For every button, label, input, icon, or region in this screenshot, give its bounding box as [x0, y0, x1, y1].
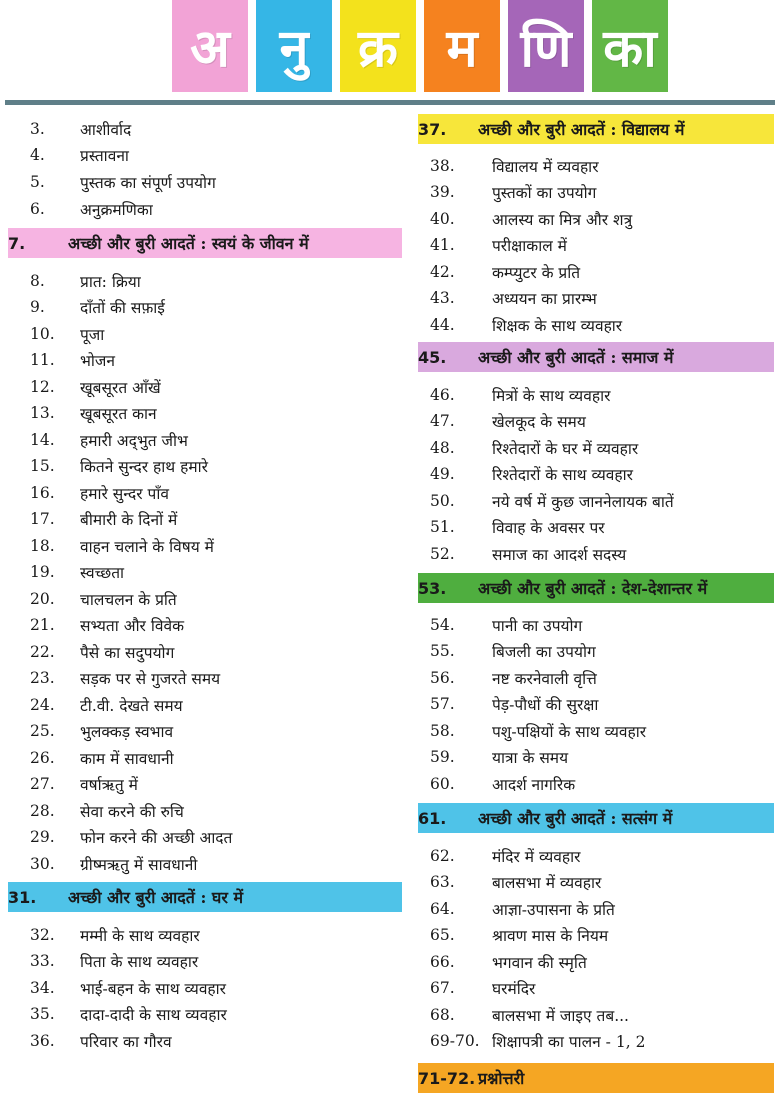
entry-number: 14.: [30, 431, 55, 449]
section-heading: [418, 573, 774, 603]
entry-title: कितने सुन्दर हाथ हमारे: [80, 458, 208, 476]
toc-entry: [8, 321, 104, 347]
entry-title: चालचलन के प्रति: [80, 591, 177, 609]
entry-title: पशु-पक्षियों के साथ व्यवहार: [492, 723, 647, 741]
entry-number: 18.: [30, 537, 55, 555]
toc-entry: [8, 506, 177, 532]
toc-entry: [8, 665, 220, 691]
toc-entry: [8, 480, 169, 506]
toc-entry: [8, 169, 216, 195]
entry-title: अच्छी और बुरी आदतें : देश-देशान्तर में: [478, 579, 708, 598]
entry-title: सेवा करने की रुचि: [80, 803, 184, 821]
toc-entry: [418, 408, 586, 434]
entry-title: अनुक्रमणिका: [80, 201, 153, 219]
toc-entry: [418, 488, 674, 514]
toc-entry: [418, 771, 575, 797]
entry-title: मित्रों के साथ व्यवहार: [492, 387, 611, 405]
toc-entry: [418, 896, 615, 922]
entry-number: 47.: [430, 412, 455, 430]
entry-number: 38.: [430, 157, 455, 175]
entry-title: पेड़-पौधों की सुरक्षा: [492, 696, 599, 714]
entry-number: 48.: [430, 439, 455, 457]
toc-entry: [418, 285, 597, 311]
toc-entry: [418, 232, 567, 258]
entry-title: हमारी अद्‍भुत जीभ: [80, 432, 188, 450]
toc-entry: [418, 461, 633, 487]
entry-title: परिवार का गौरव: [80, 1033, 172, 1051]
entry-number: 59.: [430, 748, 455, 766]
toc-entry: [8, 692, 183, 718]
entry-title: भगवान की स्मृति: [492, 954, 587, 972]
entry-title: रिश्तेदारों के साथ व्यवहार: [492, 466, 633, 484]
entry-number: 66.: [430, 953, 455, 971]
entry-title: घरमंदिर: [492, 980, 536, 998]
entry-title: भाई-बहन के साथ व्यवहार: [80, 980, 227, 998]
toc-entry: [8, 851, 197, 877]
entry-number: 34.: [30, 979, 55, 997]
entry-number: 68.: [430, 1006, 455, 1024]
entry-title: दादा-दादी के साथ व्यवहार: [80, 1006, 227, 1024]
entry-title: दाँतों की सफ़ाई: [80, 299, 165, 317]
entry-title: ग्रीष्मऋतु में सावधानी: [80, 856, 198, 874]
section-heading: [418, 1063, 774, 1093]
entry-number: 40.: [430, 210, 455, 228]
entry-number: 63.: [430, 873, 455, 891]
toc-entry: [418, 153, 599, 179]
toc-entry: [8, 718, 173, 744]
entry-number: 22.: [30, 643, 55, 661]
entry-number: 23.: [30, 669, 55, 687]
entry-title: भुलक्कड़ स्वभाव: [80, 723, 174, 741]
entry-number: 46.: [430, 386, 455, 404]
entry-title: आलस्य का मित्र और शत्रु: [492, 211, 633, 229]
entry-title: बालसभा में व्यवहार: [492, 874, 602, 892]
entry-title: खेलकूद के समय: [492, 413, 586, 431]
entry-title: बालसभा में जाइए तब...: [492, 1007, 629, 1025]
entry-number: 16.: [30, 484, 55, 502]
entry-title: शिक्षक के साथ व्यवहार: [492, 317, 623, 335]
section-heading: [418, 342, 774, 372]
entry-number: 43.: [430, 289, 455, 307]
toc-entry: [418, 382, 610, 408]
entry-title: विद्यालय में व्यवहार: [492, 158, 599, 176]
entry-title: बीमारी के दिनों में: [80, 511, 178, 529]
toc-entry: [8, 612, 184, 638]
entry-number: 21.: [30, 616, 55, 634]
toc-entry: [418, 435, 638, 461]
entry-number: 11.: [30, 351, 55, 369]
entry-number: 54.: [430, 616, 455, 634]
entry-number: 5.: [30, 173, 45, 191]
entry-title: आज्ञा-उपासना के प्रति: [492, 901, 615, 919]
toc-entry: [8, 586, 177, 612]
title-letter: क्र: [340, 0, 416, 92]
entry-title: प्रस्तावना: [80, 147, 129, 165]
toc-entry: [418, 179, 596, 205]
entry-number: 12.: [30, 378, 55, 396]
toc-entry: [8, 196, 153, 222]
toc-entry: [8, 771, 138, 797]
entry-title: परीक्षाकाल में: [492, 237, 567, 255]
entry-title: मम्मी के साथ व्यवहार: [80, 927, 200, 945]
entry-title: वाहन चलाने के विषय में: [80, 538, 214, 556]
entry-title: फोन करने की अच्छी आदत: [80, 829, 233, 847]
entry-number: 27.: [30, 775, 55, 793]
toc-entry: [8, 559, 124, 585]
entry-number: 24.: [30, 696, 55, 714]
entry-title: पानी का उपयोग: [492, 617, 583, 635]
section-heading: [418, 114, 774, 144]
toc-entry: [8, 922, 200, 948]
toc-entry: [8, 427, 188, 453]
entry-number: 64.: [430, 900, 455, 918]
entry-number: 26.: [30, 749, 55, 767]
entry-number: 42.: [430, 263, 455, 281]
entry-number: 15.: [30, 457, 55, 475]
entry-number: 57.: [430, 695, 455, 713]
entry-number: 52.: [430, 545, 455, 563]
entry-title: पैसे का सदुपयोग: [80, 644, 175, 662]
entry-title: अच्छी और बुरी आदतें : विद्यालय में: [478, 120, 685, 139]
entry-title: खूबसूरत कान: [80, 405, 157, 423]
entry-number: 6.: [30, 200, 45, 218]
entry-number: 17.: [30, 510, 55, 528]
toc-entry: [418, 312, 622, 338]
entry-title: मंदिर में व्यवहार: [492, 848, 581, 866]
entry-title: शिक्षापत्री का पालन - 1, 2: [492, 1033, 646, 1051]
section-heading: [418, 803, 774, 833]
entry-title: श्रावण मास के नियम: [492, 927, 609, 945]
toc-entry: [418, 638, 596, 664]
toc-entry: [418, 259, 580, 285]
entry-number: 71-72.: [418, 1068, 476, 1088]
toc-entry: [8, 975, 226, 1001]
toc-entry: [8, 453, 208, 479]
toc-entry: [8, 745, 174, 771]
section-heading: [8, 228, 402, 258]
toc-entry: [8, 400, 157, 426]
entry-number: 50.: [430, 492, 455, 510]
entry-number: 45.: [418, 347, 447, 367]
toc-entry: [8, 294, 165, 320]
entry-title: काम में सावधानी: [80, 750, 174, 768]
header-divider: [5, 100, 775, 105]
entry-title: प्रश्नोत्तरी: [478, 1069, 525, 1088]
entry-title: पुस्तकों का उपयोग: [492, 184, 597, 202]
section-heading: [8, 882, 402, 912]
entry-number: 61.: [418, 808, 447, 828]
entry-number: 69-70.: [430, 1032, 480, 1050]
toc-entry: [8, 1001, 227, 1027]
entry-number: 32.: [30, 926, 55, 944]
entry-number: 19.: [30, 563, 55, 581]
toc-entry: [8, 142, 129, 168]
title-tiles: [172, 0, 668, 92]
title-letter: णि: [508, 0, 584, 92]
toc-entry: [418, 1002, 629, 1028]
entry-title: वर्षाऋतु में: [80, 776, 138, 794]
toc-entry: [8, 268, 141, 294]
toc-entry: [418, 744, 568, 770]
entry-number: 20.: [30, 590, 55, 608]
entry-number: 62.: [430, 847, 455, 865]
entry-number: 31.: [8, 887, 37, 907]
entry-number: 13.: [30, 404, 55, 422]
entry-title: हमारे सुन्दर पाँव: [80, 485, 169, 503]
entry-title: स्वच्छता: [80, 564, 125, 582]
title-letter: म: [424, 0, 500, 92]
toc-entry: [418, 718, 646, 744]
toc-entry: [418, 949, 587, 975]
toc-entry: [418, 206, 632, 232]
entry-number: 29.: [30, 828, 55, 846]
entry-title: अच्छी और बुरी आदतें : समाज में: [478, 348, 674, 367]
toc-entry: [418, 922, 608, 948]
entry-title: पिता के साथ व्यवहार: [80, 953, 199, 971]
entry-title: नये वर्ष में कुछ जाननेलायक बातें: [492, 493, 674, 511]
toc-entry: [418, 975, 535, 1001]
toc-entry: [8, 948, 198, 974]
entry-number: 4.: [30, 146, 45, 164]
entry-title: समाज का आदर्श सदस्य: [492, 546, 627, 564]
entry-number: 35.: [30, 1005, 55, 1023]
toc-entry: [8, 347, 115, 373]
entry-title: आदर्श नागरिक: [492, 776, 576, 794]
entry-number: 56.: [430, 669, 455, 687]
toc-entry: [8, 824, 232, 850]
entry-number: 9.: [30, 298, 45, 316]
entry-number: 53.: [418, 578, 447, 598]
entry-title: भोजन: [80, 352, 116, 370]
entry-number: 28.: [30, 802, 55, 820]
entry-title: रिश्तेदारों के घर में व्यवहार: [492, 440, 639, 458]
entry-title: सड़क पर से गुजरते समय: [80, 670, 221, 688]
entry-title: पूजा: [80, 326, 105, 344]
entry-number: 3.: [30, 120, 45, 138]
toc-entry: [418, 843, 580, 869]
entry-number: 49.: [430, 465, 455, 483]
toc-entry: [8, 1028, 172, 1054]
entry-number: 8.: [30, 272, 45, 290]
entry-number: 30.: [30, 855, 55, 873]
entry-number: 65.: [430, 926, 455, 944]
entry-number: 39.: [430, 183, 455, 201]
entry-number: 67.: [430, 979, 455, 997]
entry-title: यात्रा के समय: [492, 749, 569, 767]
entry-title: खूबसूरत आँखें: [80, 379, 161, 397]
entry-number: 44.: [430, 316, 455, 334]
entry-number: 60.: [430, 775, 455, 793]
entry-number: 51.: [430, 518, 455, 536]
toc-entry: [418, 612, 582, 638]
entry-number: 58.: [430, 722, 455, 740]
entry-title: अच्छी और बुरी आदतें : सत्संग में: [478, 809, 673, 828]
entry-title: टी.वी. देखते समय: [80, 697, 183, 715]
entry-title: आशीर्वाद: [80, 121, 132, 139]
entry-number: 33.: [30, 952, 55, 970]
entry-title: प्रात: क्रिया: [80, 273, 141, 291]
entry-title: कम्प्युटर के प्रति: [492, 264, 581, 282]
toc-entry: [418, 1028, 645, 1054]
entry-title: बिजली का उपयोग: [492, 643, 596, 661]
entry-title: नष्ट करनेवाली वृत्ति: [492, 670, 597, 688]
entry-number: 36.: [30, 1032, 55, 1050]
title-letter: अ: [172, 0, 248, 92]
entry-title: अध्ययन का प्रारम्भ: [492, 290, 597, 308]
entry-title: अच्छी और बुरी आदतें : घर में: [68, 888, 244, 907]
toc-entry: [8, 798, 184, 824]
entry-number: 41.: [430, 236, 455, 254]
entry-title: विवाह के अवसर पर: [492, 519, 605, 537]
entry-number: 55.: [430, 642, 455, 660]
entry-title: सभ्यता और विवेक: [80, 617, 184, 635]
entry-title: पुस्तक का संपूर्ण उपयोग: [80, 174, 216, 192]
toc-entry: [418, 514, 605, 540]
toc-entry: [8, 639, 174, 665]
toc-entry: [418, 541, 626, 567]
title-letter: का: [592, 0, 668, 92]
entry-number: 37.: [418, 119, 447, 139]
toc-entry: [8, 116, 131, 142]
toc-entry: [418, 869, 601, 895]
toc-entry: [418, 691, 598, 717]
entry-number: 25.: [30, 722, 55, 740]
entry-number: 10.: [30, 325, 55, 343]
entry-number: 7.: [8, 233, 26, 253]
title-letter: नु: [256, 0, 332, 92]
toc-entry: [8, 533, 214, 559]
entry-title: अच्छी और बुरी आदतें : स्वयं के जीवन में: [68, 234, 309, 253]
toc-entry: [418, 665, 597, 691]
toc-entry: [8, 374, 161, 400]
